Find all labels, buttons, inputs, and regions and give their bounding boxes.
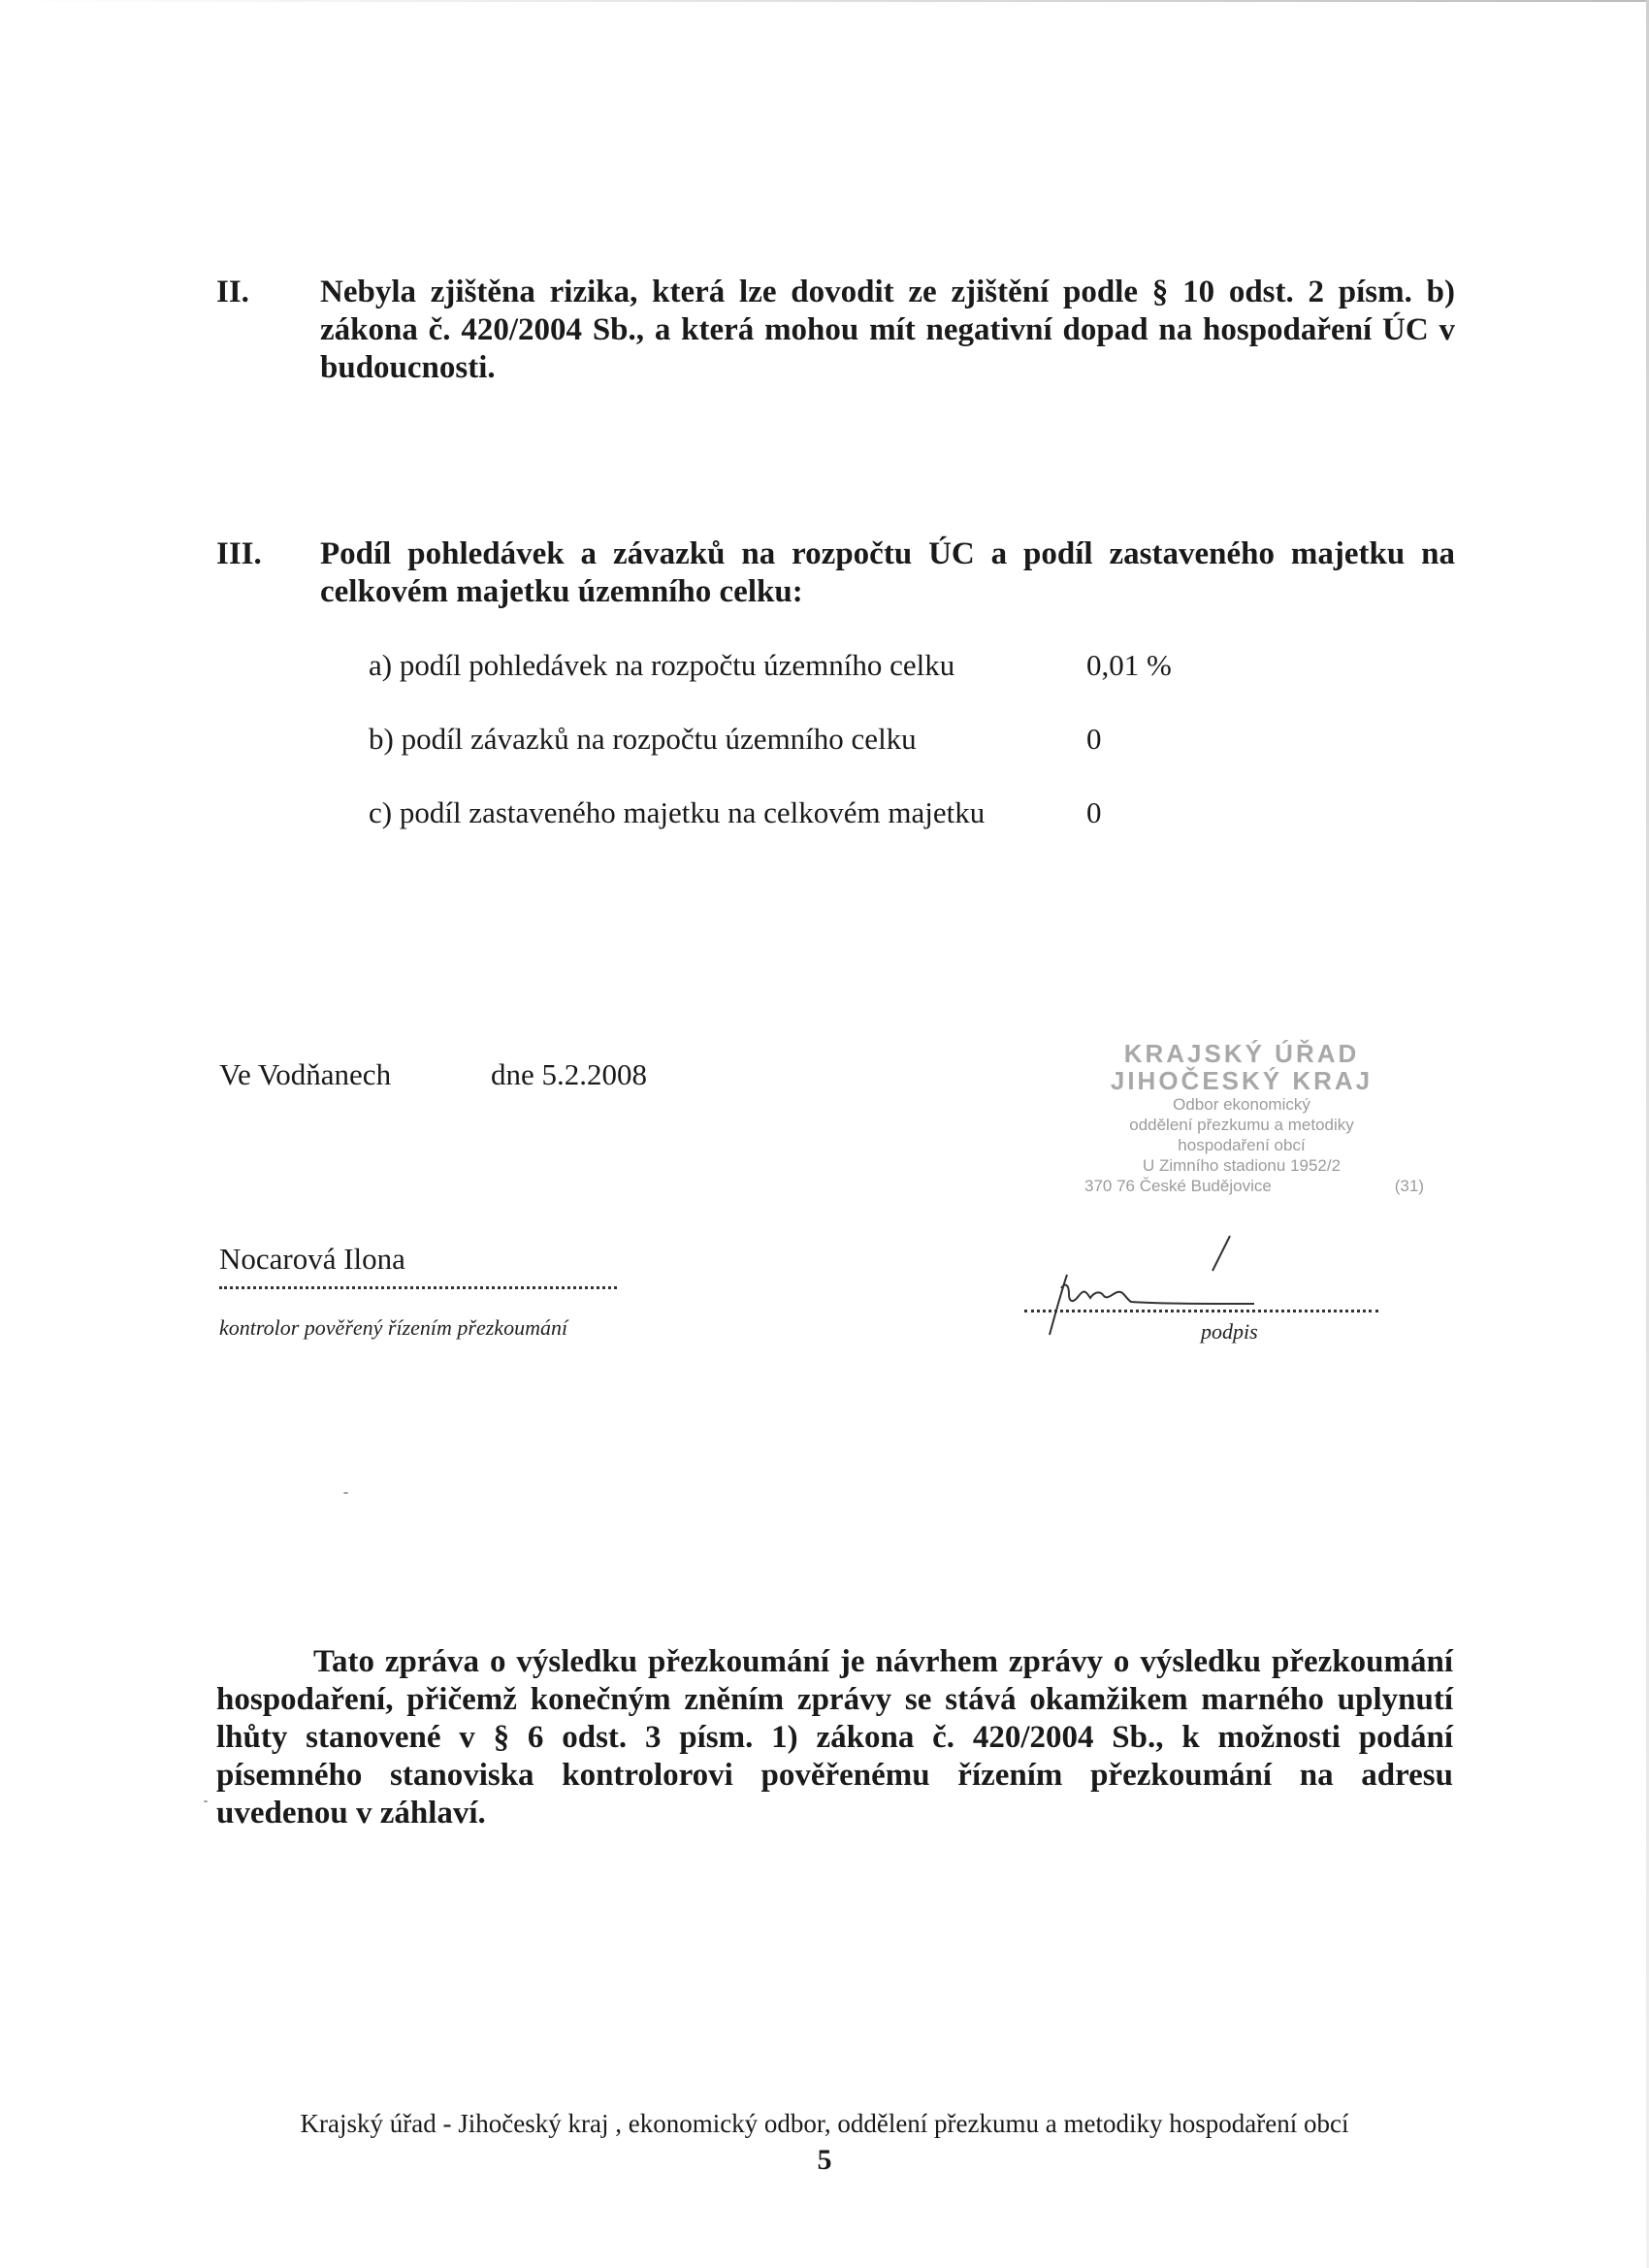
scan-speck	[343, 1492, 348, 1494]
ratio-value: 0,01 %	[1086, 648, 1172, 682]
ratio-label: a) podíl pohledávek na rozpočtu územního celku	[369, 648, 955, 682]
official-stamp	[1067, 1039, 1424, 1224]
signature-caption: podpis	[1201, 1319, 1258, 1344]
ratio-label: c) podíl zastaveného majetku na celkovém majetku	[369, 795, 986, 829]
section-3-text: Podíl pohledávek a závazků na rozpočtu ÚC a podíl zastaveného majetku na celkovém majetku územního celku:	[320, 536, 1455, 609]
signature-line-right	[1024, 1310, 1378, 1312]
closing-note: Tato zpráva o výsledku přezkoumání je návrhem zprávy o výsledku přezkoumání hospodaření, přičemž konečným zněním zprávy se stává okamžikem marného uplynutí lhůty stanovené v § 6 odst. 3 písm. 1) zákona č. 420/2004 Sb., k možnosti podání písemného stanoviska kontrolorovi pověřenému řízením přezkoumání na adresu uvedenou v záhlaví.	[216, 1644, 1453, 1831]
date: dne 5.2.2008	[491, 1057, 648, 1091]
scan-speck	[204, 1800, 208, 1802]
section-2-text: Nebyla zjištěna rizika, která lze dovodit ze zjištění podle § 10 odst. 2 písm. b) zákona č. 420/2004 Sb., a která mohou mít negativní dopad na hospodaření ÚC v budoucnosti.	[320, 275, 1455, 385]
ratio-label: b) podíl závazků na rozpočtu územního celku	[369, 722, 917, 756]
signature-line-left	[219, 1286, 617, 1289]
stamp-line: U Zimního stadionu 1952/2	[1142, 1156, 1342, 1175]
page-edge-top	[0, 0, 1649, 2]
stamp-code: (31)	[1394, 1177, 1424, 1195]
stamp-line: JIHOČESKÝ KRAJ	[1110, 1066, 1374, 1095]
stamp-line: Odbor ekonomický	[1173, 1095, 1310, 1114]
ratio-value: 0	[1086, 722, 1102, 756]
page-number: 5	[817, 2144, 832, 2176]
stamp-line: KRAJSKÝ ÚŘAD	[1123, 1039, 1360, 1068]
stamp-line	[1067, 1176, 1424, 1196]
controller-name: Nocarová Ilona	[219, 1242, 405, 1276]
section-3-number: III.	[216, 536, 262, 571]
controller-caption: kontrolor pověřený řízením přezkoumání	[219, 1315, 568, 1340]
stamp-line: oddělení přezkumu a metodiky	[1129, 1116, 1354, 1134]
section-2-number: II.	[216, 275, 249, 309]
page-footer: Krajský úřad - Jihočeský kraj , ekonomický odbor, oddělení přezkumu a metodiky hospodaření obcí	[300, 2109, 1349, 2138]
ratio-value: 0	[1086, 795, 1102, 829]
stamp-line: hospodaření obcí	[1178, 1136, 1306, 1154]
stamp-city: 370 76 České Budějovice	[1084, 1177, 1272, 1195]
place: Ve Vodňanech	[219, 1057, 392, 1091]
